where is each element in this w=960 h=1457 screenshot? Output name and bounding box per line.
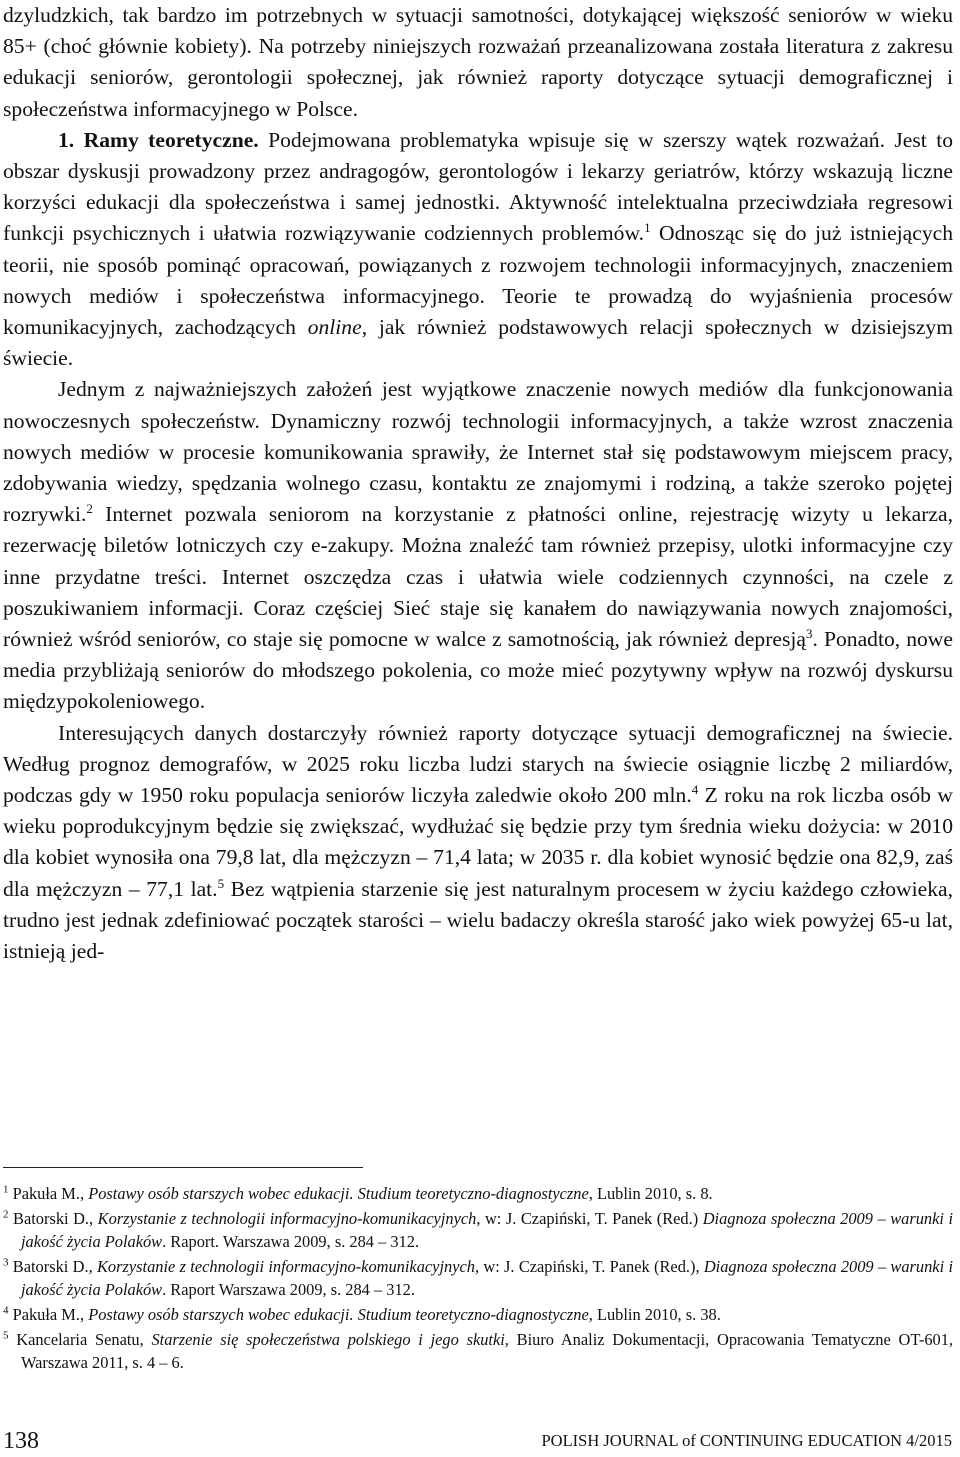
footnote-details: , w: J. Czapiński, T. Panek (Red.), [474,1257,704,1277]
emphasis-online: online [307,315,362,340]
footnote-title: Korzystanie z technologii informacyjno-komunikacyjnych [96,1257,475,1277]
footnote-author: Batorski D., [8,1257,97,1277]
paragraph-text: dzyludzkich, tak bardzo im potrzebnych w sytuacji samotności, dotykającej większość seniorów w wieku 85+ (choć głównie kobiety). Na potrzeby niniejszych rozważań przeanalizowana została literatura z zakresu edukacji seniorów, gerontologii społecznej, jak również raporty dotyczące sytuacji demograficznej i społeczeństwa informacyjnego w Polsce. [3,3,953,121]
paragraph-text: , jak również podstawowych relacji społecznych w dzisiejszym świecie. [3,315,953,371]
footnote-author: Pakuła M., [8,1305,89,1325]
paragraph-text: Podejmowana problematyka wpisuje się w szerszy wątek rozważań. Jest to obszar dyskusji prowadzony przez andragogów, gerontologów i lekarzy geriatrów, którzy wskazują liczne korzyści edukacji dla społeczeństwa i samej jednostki. Aktywność intelektualna przeciwdziała regresowi funkcji psychicznych i ułatwia rozwiązywanie codziennych problemów. [3,127,953,246]
paragraph-text: Bez wątpienia starzenie się jest naturalnym procesem w życiu każdego człowieka, trudno jest jednak zdefiniować początek starości – wielu badaczy określa starość jako wiek powyżej 65-u lat, istnieją jed- [3,876,953,964]
paragraph-2 [3,125,953,375]
paragraph-text: Interesujących danych dostarczyły również raporty dotyczące sytuacji demograficznej na świecie. Według prognoz demografów, w 2025 roku liczba ludzi starych na świecie osiągnie liczbę 2 miliardów, podczas gdy w 1950 roku populacja seniorów liczyła zaledwie około 200 mln. [3,720,953,808]
footnote-3 [3,1256,953,1301]
footnote-title: Postawy osób starszych wobec edukacji. Studium teoretyczno-diagnostyczne [88,1305,589,1325]
footnote-separator [3,1167,363,1168]
page-footer [3,1427,952,1455]
paragraph-text: . Ponadto, nowe media przybliżają seniorów do młodszego pokolenia, co może mieć pozytywny wpływ na rozwój dyskursu międzypokoleniowego. [3,627,953,714]
footnote-ref-3[interactable]: 3 [806,625,813,641]
footnote-details: . Raport. Warszawa 2009, s. 284 – 312. [162,1231,420,1251]
footnote-title: Postawy osób starszych wobec edukacji. Studium teoretyczno-diagnostyczne [88,1184,589,1203]
paragraph-1 [3,0,953,125]
footnote-author: Kancelaria Senatu, [8,1330,152,1350]
main-body-text [3,0,953,967]
footnote-details: , Lublin 2010, s. 8. [588,1184,713,1203]
journal-name: POLISH JOURNAL of CONTINUING EDUCATION 4/2015 [541,1431,952,1450]
footnote-details: , Lublin 2010, s. 38. [588,1305,721,1325]
footnote-author: Batorski D., [8,1209,98,1229]
page-number: 138 [3,1428,39,1454]
footnote-ref-5[interactable]: 5 [217,875,225,891]
paragraph-3 [3,374,953,717]
footnote-5 [3,1329,953,1374]
footnote-2 [3,1208,953,1253]
footnote-number: 1 [3,1183,9,1196]
paragraph-text: Z roku na rok liczba osób w wieku poprodukcyjnym będzie się zwiększać, wydłużać się będzie przy tym średnia wieku dożycia: w 2010 dla kobiet wynosiła ona 79,8 lat, dla mężczyzn – 71,4 lata; w 2035 r. dla kobiet wynosić będzie ona 82,9, zaś dla mężczyzn – 77,1 lat. [3,783,953,901]
footnote-4 [3,1304,953,1326]
footnote-ref-4[interactable]: 4 [691,781,699,797]
paragraph-text: Jednym z najważniejszych założeń jest wyjątkowe znaczenie nowych mediów dla funkcjonowania nowoczesnych społeczeństw. Dynamiczny rozwój technologii informacyjnych, a także wzrost znaczenia nowych mediów w procesie komunikowania sprawiły, że Internet stał się podstawowym miejscem pracy, zdobywania wiedzy, spędzania wolnego czasu, kontaktu ze znajomymi i rodziną, a także szeroko pojętej rozrywki. [3,377,953,527]
footnote-author: Pakuła M., [8,1184,89,1203]
paragraph-text: Internet pozwala seniorom na korzystanie z płatności online, rejestrację wizyty u lekarza, rezerwację biletów lotniczych czy e-zakupy. Można znaleźć tam również przepisy, ulotki informacyjne czy inne przydatne treści. Internet oszczędza czas i ułatwia wiele codziennych czynności, na czele z poszukiwaniem informacji. Coraz częściej Sieć staje się kanałem do nawiązywania nowych znajomości, również wśród seniorów, co staje się pomocne w walce z samotnością, jak również depresją [3,502,953,652]
footnote-subtitle: Diagnoza społeczna 2009 – warunki i jakość życia Polaków [21,1209,954,1251]
footnote-ref-2[interactable]: 2 [86,501,93,517]
footnote-number: 3 [3,1256,9,1269]
section-heading: 1. Ramy teoretyczne. [58,127,259,152]
paragraph-text: Odnosząc się do już istniejących teorii, nie sposób pominąć opracowań, powiązanych z rozwojem technologii informacyjnych, znaczeniem nowych mediów i społeczeństwa informacyjnego. Teorie te prowadzą do wyjaśnienia procesów komunikacyjnych, zachodzących [3,221,953,340]
footnotes [3,1183,953,1377]
footnote-details: , w: J. Czapiński, T. Panek (Red.) [476,1209,703,1229]
footnote-1 [3,1183,953,1205]
footnote-subtitle: Diagnoza społeczna 2009 – warunki i jakość życia Polaków [21,1257,953,1299]
footnote-title: Korzystanie z technologii informacyjno-komunikacyjnych [97,1209,477,1229]
footnote-details: . Raport Warszawa 2009, s. 284 – 312. [162,1279,415,1299]
paragraph-4 [3,718,953,968]
footnote-number: 4 [3,1304,9,1317]
footnote-title: Starzenie się społeczeństwa polskiego i jego skutki, [151,1330,509,1350]
footnote-number: 5 [3,1329,9,1342]
footnote-ref-1[interactable]: 1 [644,220,651,236]
footnote-details: Biuro Analiz Dokumentacji, Opracowania Tematyczne OT-601, Warszawa 2011, s. 4 – 6. [21,1330,954,1372]
footnote-number: 2 [3,1208,9,1221]
